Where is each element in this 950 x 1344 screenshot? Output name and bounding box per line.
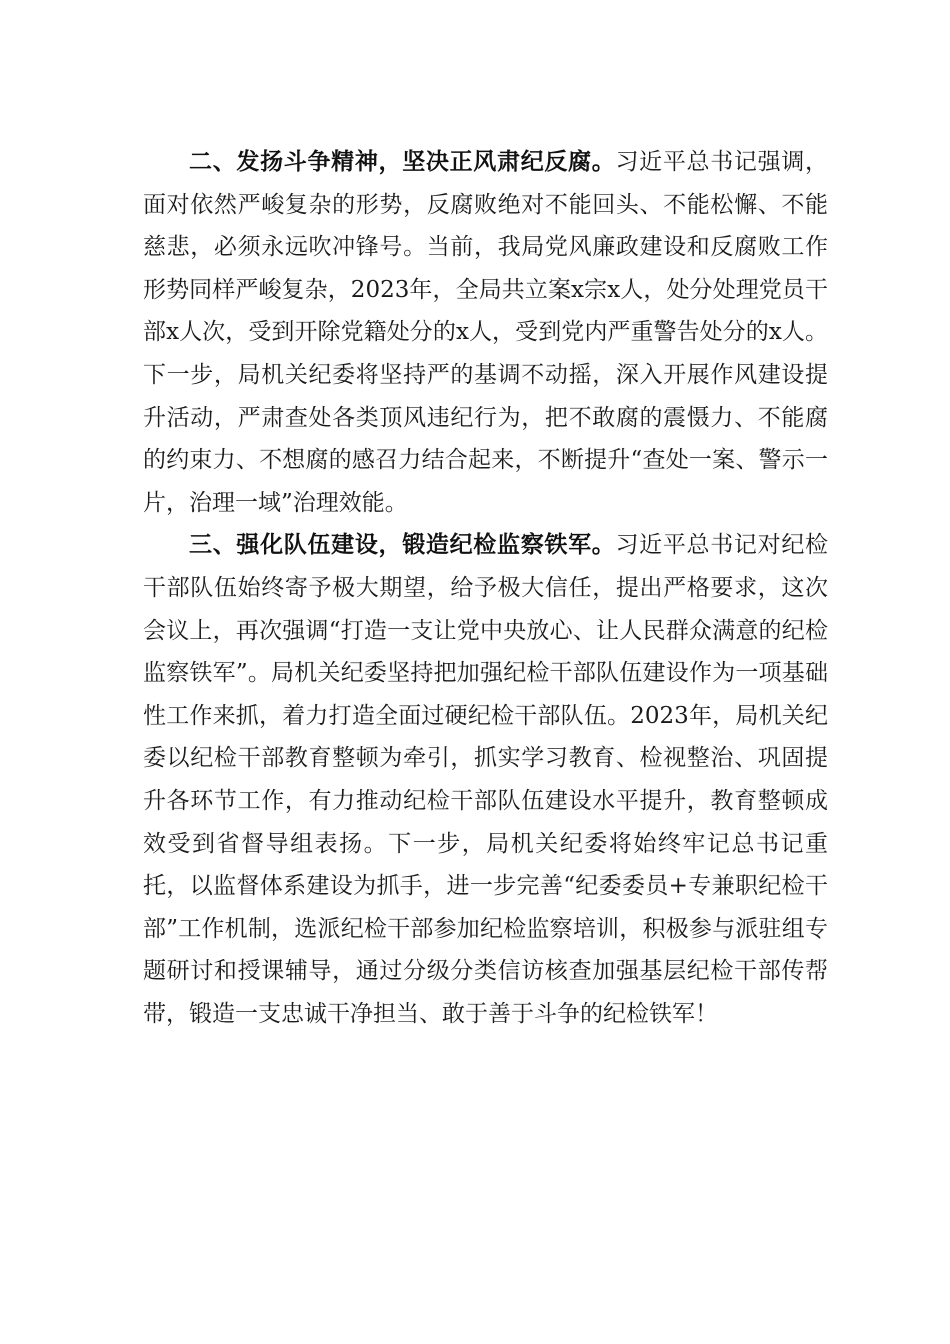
paragraph-text: 习近平总书记对纪检干部队伍始终寄予极大期望，给予极大信任，提出严格要求，这次会议上，再次强调“打造一支让党中央放心、让人民群众满意的纪检监察铁军”。局机关纪委坚持把加强纪检干部队伍建设作为一项基础性工作来抓，着力打造全面过硬纪检干部队伍。2023年，局机关纪委以纪检干部教育整顿为牵引，抓实学习教育、检视整治、巩固提升各环节工作，有力推动纪检干部队伍建设水平提升，教育整顿成效受到省督导组表扬。下一步，局机关纪委将始终牢记总书记重托，以监督体系建设为抓手，进一步完善“纪委委员+专兼职纪检干部”工作机制，选派纪检干部参加纪检监察培训，积极参与派驻组专题研讨和授课辅导，通过分级分类信访核查加强基层纪检干部传帮带，锻造一支忠诚干净担当、敢于善于斗争的纪检铁军！ [143,532,829,1027]
paragraph-text: 习近平总书记强调，面对依然严峻复杂的形势，反腐败绝对不能回头、不能松懈、不能慈悲，必须永远吹冲锋号。当前，我局党风廉政建设和反腐败工作形势同样严峻复杂，2023年，全局共立案x宗x人，处分处理党员干部x人次，受到开除党籍处分的x人，受到党内严重警告处分的x人。下一步，局机关纪委将坚持严的基调不动摇，深入开展作风建设提升活动，严肃查处各类顶风违纪行为，把不敢腐的震慑力、不能腐的约束力、不想腐的感召力结合起来，不断提升“查处一案、警示一片，治理一域”治理效能。 [143,149,829,516]
paragraph-struggle-spirit [143,141,828,524]
paragraph-heading: 二、发扬斗争精神，坚决正风肃纪反腐。 [189,149,616,175]
paragraph-team-building [143,524,828,1035]
paragraph-heading: 三、强化队伍建设，锻造纪检监察铁军。 [189,532,616,559]
document-body [143,141,828,1035]
